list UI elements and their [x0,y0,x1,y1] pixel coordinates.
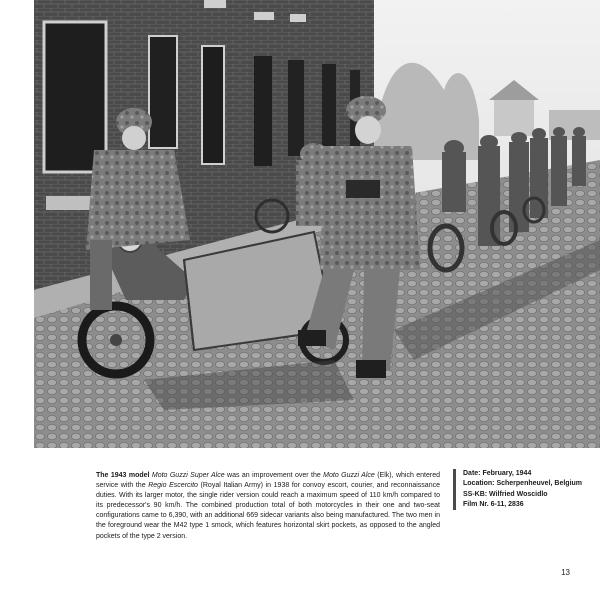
page-number: 13 [561,568,570,577]
meta-location: Location: Scherpenheuvel, Belgium [463,480,583,488]
photograph-illustration [34,0,600,448]
caption-text-1: was an improvement over the [224,472,324,479]
caption-text-3: (Royal Italian Army) in 1938 for convoy escort, courier, and reconnaissance duties. With its larger motor, the single rider version could reach a maximum speed of 110 km/h compared to its predecessor's 90 km/h. The combined production total of both motorcycles in their one and two-seat configurations came to 6,390, with an additional 669 sidecar variants also being manufactured. The two men in the foreground wear the M42 type 1 smock, which features horizontal skirt pockets, as opposed to the angled pockets of the type 2 version. [96,482,440,540]
caption-model-name-2: Moto Guzzi Alce [323,472,375,479]
caption-army-name: Regio Escercito [148,482,198,490]
meta-photographer: SS-KB: Wilfried Woscidlo [463,490,548,498]
caption-text-2: (Elk), which entered service with the [96,472,441,490]
meta-film-number: Film Nr. 6-11, 2836 [463,500,524,508]
meta-date: Date: February, 1944 [463,470,532,477]
caption-model-name: Moto Guzzi Super Alce [151,472,225,479]
wartime-photograph [34,0,600,448]
photo-caption [96,471,440,542]
caption-lead: The 1943 model [96,472,150,479]
photo-metadata [453,469,600,510]
